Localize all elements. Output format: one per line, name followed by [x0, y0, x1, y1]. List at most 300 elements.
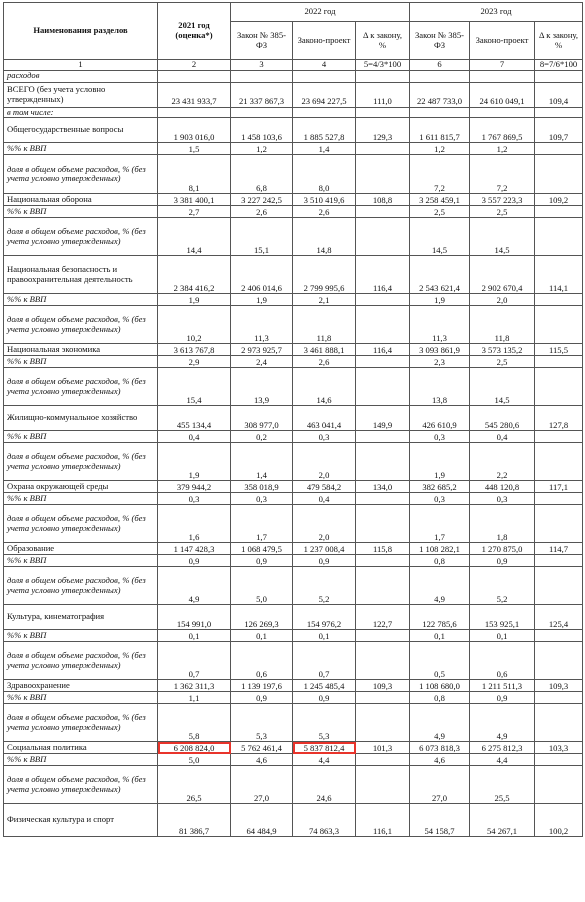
value-cell: 109,2: [535, 194, 583, 206]
value-cell: 2,0: [293, 505, 356, 543]
value-cell: [356, 692, 410, 704]
row-label: Физическая культура и спорт: [4, 804, 158, 837]
value-cell: 0,4: [293, 493, 356, 505]
value-cell: 116,4: [356, 344, 410, 356]
value-cell: [470, 107, 535, 118]
value-cell: 2,6: [293, 206, 356, 218]
value-cell: [535, 630, 583, 642]
value-cell: 1 108 282,1: [410, 543, 470, 555]
value-cell: 4,9: [410, 704, 470, 742]
column-number: 6: [410, 60, 470, 71]
column-number: 5=4/3*100: [356, 60, 410, 71]
value-cell: 115,5: [535, 344, 583, 356]
value-cell: 3 510 419,6: [293, 194, 356, 206]
value-cell: 2,1: [293, 294, 356, 306]
value-cell: 6,8: [231, 155, 293, 194]
row-label: Охрана окружающей среды: [4, 481, 158, 493]
value-cell: [158, 107, 231, 118]
value-cell: 6 073 818,3: [410, 742, 470, 754]
value-cell: 154 991,0: [158, 605, 231, 630]
row-label: доля в общем объеме расходов, % (без учета условно утвержденных): [4, 306, 158, 344]
detail-row: [4, 505, 583, 543]
header-section-names: Наименования разделов: [4, 3, 158, 60]
value-cell: 6 275 812,3: [470, 742, 535, 754]
value-cell: 54 158,7: [410, 804, 470, 837]
row-label: Национальная экономика: [4, 344, 158, 356]
value-cell: 81 386,7: [158, 804, 231, 837]
value-cell: 308 977,0: [231, 406, 293, 431]
value-cell: [356, 630, 410, 642]
detail-row: [4, 443, 583, 481]
value-cell: [231, 70, 293, 82]
value-cell: 2,3: [410, 356, 470, 368]
header-year-2022: 2022 год: [231, 3, 410, 22]
value-cell: 4,6: [231, 754, 293, 766]
row-label: Национальная безопасность и правоохранительная деятельность: [4, 256, 158, 294]
row-label: Общегосударственные вопросы: [4, 118, 158, 143]
value-cell: 3 573 135,2: [470, 344, 535, 356]
detail-row: [4, 766, 583, 804]
value-cell: [535, 567, 583, 605]
value-cell: 3 613 767,8: [158, 344, 231, 356]
value-cell: [356, 306, 410, 344]
value-cell: 24,6: [293, 766, 356, 804]
value-cell: 13,8: [410, 368, 470, 406]
value-cell: 0,9: [293, 555, 356, 567]
value-cell: 23 694 227,5: [293, 82, 356, 107]
value-cell: 11,3: [410, 306, 470, 344]
value-cell: 27,0: [231, 766, 293, 804]
value-cell: [356, 443, 410, 481]
value-cell: 117,1: [535, 481, 583, 493]
value-cell: 100,2: [535, 804, 583, 837]
column-number: 4: [293, 60, 356, 71]
column-numbers-row: [4, 60, 583, 71]
value-cell: 153 925,1: [470, 605, 535, 630]
value-cell: [356, 704, 410, 742]
section-row: [4, 481, 583, 493]
value-cell: 114,7: [535, 543, 583, 555]
value-cell: 2 973 925,7: [231, 344, 293, 356]
value-cell: 2,4: [231, 356, 293, 368]
value-cell: 11,8: [470, 306, 535, 344]
value-cell: 15,4: [158, 368, 231, 406]
row-label: доля в общем объеме расходов, % (без учета условно утвержденных): [4, 505, 158, 543]
value-cell: 1 270 875,0: [470, 543, 535, 555]
value-cell: 1 139 197,6: [231, 680, 293, 692]
value-cell: 149,9: [356, 406, 410, 431]
value-cell: [535, 294, 583, 306]
value-cell: 1 767 869,5: [470, 118, 535, 143]
value-cell: [356, 368, 410, 406]
value-cell: 1 611 815,7: [410, 118, 470, 143]
value-cell: 14,5: [410, 218, 470, 256]
value-cell: 4,4: [293, 754, 356, 766]
value-cell: [535, 704, 583, 742]
value-cell: [356, 493, 410, 505]
value-cell: [535, 70, 583, 82]
value-cell: 3 227 242,5: [231, 194, 293, 206]
detail-row: [4, 356, 583, 368]
value-cell: 0,7: [158, 642, 231, 680]
row-label: доля в общем объеме расходов, % (без учета условно утвержденных): [4, 368, 158, 406]
section-row: [4, 256, 583, 294]
value-cell: 7,2: [410, 155, 470, 194]
value-cell: [356, 431, 410, 443]
value-cell: [231, 107, 293, 118]
value-cell: 5,3: [293, 704, 356, 742]
detail-row: [4, 294, 583, 306]
value-cell: 1 211 511,3: [470, 680, 535, 692]
value-cell: 14,6: [293, 368, 356, 406]
value-cell: 103,3: [535, 742, 583, 754]
row-label: %% к ВВП: [4, 206, 158, 218]
row-label: %% к ВВП: [4, 692, 158, 704]
value-cell: 382 685,2: [410, 481, 470, 493]
value-cell: 1,2: [410, 143, 470, 155]
value-cell: 1 885 527,8: [293, 118, 356, 143]
value-cell: 14,5: [470, 368, 535, 406]
value-cell: 1 458 103,6: [231, 118, 293, 143]
value-cell: 125,4: [535, 605, 583, 630]
row-label: доля в общем объеме расходов, % (без учета условно утвержденных): [4, 443, 158, 481]
value-cell: 21 337 867,3: [231, 82, 293, 107]
value-cell: 2,0: [470, 294, 535, 306]
value-cell: 2,6: [293, 356, 356, 368]
value-cell: 15,1: [231, 218, 293, 256]
value-cell: 2 384 416,2: [158, 256, 231, 294]
detail-row: [4, 704, 583, 742]
value-cell: 4,9: [158, 567, 231, 605]
value-cell: 109,3: [535, 680, 583, 692]
detail-row: [4, 70, 583, 82]
value-cell: 14,5: [470, 218, 535, 256]
row-label: %% к ВВП: [4, 555, 158, 567]
value-cell: [535, 642, 583, 680]
value-cell: 1,9: [231, 294, 293, 306]
value-cell: 1,9: [158, 294, 231, 306]
value-cell: 1 108 680,0: [410, 680, 470, 692]
header-delta-2023: Δ к закону, %: [535, 22, 583, 60]
value-cell: 3 557 223,3: [470, 194, 535, 206]
value-cell: [535, 155, 583, 194]
value-cell: [356, 642, 410, 680]
value-cell: [356, 754, 410, 766]
value-cell: 0,6: [470, 642, 535, 680]
value-cell: 1,9: [410, 443, 470, 481]
value-cell: 2,5: [470, 356, 535, 368]
value-cell: [410, 70, 470, 82]
section-row: [4, 680, 583, 692]
value-cell: 0,3: [470, 493, 535, 505]
value-cell: [535, 306, 583, 344]
section-row: [4, 742, 583, 754]
row-label: %% к ВВП: [4, 493, 158, 505]
value-cell: [356, 356, 410, 368]
value-cell: 126 269,3: [231, 605, 293, 630]
value-cell: 1,2: [470, 143, 535, 155]
row-label: в том числе:: [4, 107, 158, 118]
value-cell: 0,1: [410, 630, 470, 642]
value-cell: 1,1: [158, 692, 231, 704]
detail-row: [4, 692, 583, 704]
value-cell: 64 484,9: [231, 804, 293, 837]
detail-row: [4, 107, 583, 118]
value-cell: 0,8: [410, 692, 470, 704]
value-cell: 54 267,1: [470, 804, 535, 837]
value-cell: 129,3: [356, 118, 410, 143]
budget-expenditure-table: [3, 2, 583, 837]
section-row: [4, 605, 583, 630]
column-number: 3: [231, 60, 293, 71]
detail-row: [4, 143, 583, 155]
value-cell: 127,8: [535, 406, 583, 431]
section-row: [4, 543, 583, 555]
detail-row: [4, 218, 583, 256]
value-cell: 74 863,3: [293, 804, 356, 837]
value-cell: 463 041,4: [293, 406, 356, 431]
value-cell: 109,7: [535, 118, 583, 143]
value-cell: 0,1: [158, 630, 231, 642]
value-cell: 0,3: [410, 493, 470, 505]
value-cell: 0,1: [470, 630, 535, 642]
value-cell: 0,2: [231, 431, 293, 443]
row-label: %% к ВВП: [4, 630, 158, 642]
value-cell: [470, 70, 535, 82]
value-cell: 0,6: [231, 642, 293, 680]
row-label: расходов: [4, 70, 158, 82]
value-cell: 0,9: [470, 555, 535, 567]
highlighted-value-cell: 5 837 812,4: [293, 742, 356, 754]
value-cell: 2,5: [410, 206, 470, 218]
detail-row: [4, 754, 583, 766]
value-cell: [535, 493, 583, 505]
value-cell: [535, 218, 583, 256]
value-cell: 0,9: [293, 692, 356, 704]
value-cell: [410, 107, 470, 118]
value-cell: 1,5: [158, 143, 231, 155]
value-cell: 2 799 995,6: [293, 256, 356, 294]
row-label: доля в общем объеме расходов, % (без учета условно утвержденных): [4, 218, 158, 256]
value-cell: 0,3: [293, 431, 356, 443]
value-cell: 0,3: [158, 493, 231, 505]
detail-row: [4, 493, 583, 505]
value-cell: 0,9: [231, 692, 293, 704]
value-cell: 0,3: [231, 493, 293, 505]
row-label: %% к ВВП: [4, 143, 158, 155]
section-row: [4, 118, 583, 143]
value-cell: 4,9: [410, 567, 470, 605]
value-cell: 3 461 888,1: [293, 344, 356, 356]
value-cell: 23 431 933,7: [158, 82, 231, 107]
value-cell: 1,9: [158, 443, 231, 481]
value-cell: 154 976,2: [293, 605, 356, 630]
column-number: 1: [4, 60, 158, 71]
value-cell: 122 785,6: [410, 605, 470, 630]
value-cell: 14,4: [158, 218, 231, 256]
detail-row: [4, 630, 583, 642]
value-cell: [356, 555, 410, 567]
value-cell: 1,8: [470, 505, 535, 543]
value-cell: 8,0: [293, 155, 356, 194]
value-cell: 4,6: [410, 754, 470, 766]
value-cell: 1,6: [158, 505, 231, 543]
value-cell: 27,0: [410, 766, 470, 804]
value-cell: 14,8: [293, 218, 356, 256]
value-cell: [356, 218, 410, 256]
value-cell: [356, 294, 410, 306]
value-cell: 11,8: [293, 306, 356, 344]
header-draft-2023: Законо-проект: [470, 22, 535, 60]
row-label: %% к ВВП: [4, 356, 158, 368]
value-cell: 5,0: [231, 567, 293, 605]
value-cell: [356, 505, 410, 543]
value-cell: [535, 555, 583, 567]
value-cell: [158, 70, 231, 82]
value-cell: 426 610,9: [410, 406, 470, 431]
value-cell: [535, 356, 583, 368]
value-cell: [356, 766, 410, 804]
value-cell: 5 762 461,4: [231, 742, 293, 754]
value-cell: [535, 107, 583, 118]
row-label: Здравоохранение: [4, 680, 158, 692]
row-label: %% к ВВП: [4, 754, 158, 766]
value-cell: 2 406 014,6: [231, 256, 293, 294]
value-cell: 0,4: [158, 431, 231, 443]
value-cell: [535, 766, 583, 804]
value-cell: 2,2: [470, 443, 535, 481]
value-cell: 109,3: [356, 680, 410, 692]
column-number: 8=7/6*100: [535, 60, 583, 71]
value-cell: 10,2: [158, 306, 231, 344]
row-label: доля в общем объеме расходов, % (без учета условно утвержденных): [4, 567, 158, 605]
value-cell: 4,9: [470, 704, 535, 742]
value-cell: 3 258 459,1: [410, 194, 470, 206]
value-cell: 11,3: [231, 306, 293, 344]
value-cell: [356, 143, 410, 155]
value-cell: 2,0: [293, 443, 356, 481]
value-cell: 358 018,9: [231, 481, 293, 493]
value-cell: 545 280,6: [470, 406, 535, 431]
value-cell: [356, 155, 410, 194]
value-cell: 0,7: [293, 642, 356, 680]
value-cell: [293, 70, 356, 82]
value-cell: [535, 443, 583, 481]
value-cell: 22 487 733,0: [410, 82, 470, 107]
highlighted-value-cell: 6 208 824,0: [158, 742, 231, 754]
row-label: Социальная политика: [4, 742, 158, 754]
detail-row: [4, 206, 583, 218]
value-cell: 7,2: [470, 155, 535, 194]
value-cell: 1,4: [231, 443, 293, 481]
column-number: 2: [158, 60, 231, 71]
header-year-2023: 2023 год: [410, 3, 583, 22]
header-delta-2022: Δ к закону, %: [356, 22, 410, 60]
value-cell: 0,9: [470, 692, 535, 704]
value-cell: 0,9: [231, 555, 293, 567]
row-label: Культура, кинематография: [4, 605, 158, 630]
value-cell: 111,0: [356, 82, 410, 107]
value-cell: 25,5: [470, 766, 535, 804]
row-label: доля в общем объеме расходов, % (без учета условно утвержденных): [4, 704, 158, 742]
column-number: 7: [470, 60, 535, 71]
value-cell: 122,7: [356, 605, 410, 630]
value-cell: 3 093 861,9: [410, 344, 470, 356]
value-cell: 379 944,2: [158, 481, 231, 493]
value-cell: 101,3: [356, 742, 410, 754]
value-cell: 5,2: [293, 567, 356, 605]
value-cell: [535, 505, 583, 543]
value-cell: [535, 431, 583, 443]
row-label: доля в общем объеме расходов, % (без учета условно утвержденных): [4, 155, 158, 194]
value-cell: 0,9: [158, 555, 231, 567]
value-cell: [535, 692, 583, 704]
value-cell: 1,7: [231, 505, 293, 543]
value-cell: 2,7: [158, 206, 231, 218]
value-cell: 108,8: [356, 194, 410, 206]
value-cell: 109,4: [535, 82, 583, 107]
value-cell: [293, 107, 356, 118]
value-cell: 24 610 049,1: [470, 82, 535, 107]
value-cell: 2,9: [158, 356, 231, 368]
value-cell: 1 362 311,3: [158, 680, 231, 692]
value-cell: 8,1: [158, 155, 231, 194]
detail-row: [4, 431, 583, 443]
value-cell: 2 543 621,4: [410, 256, 470, 294]
value-cell: 5,2: [470, 567, 535, 605]
value-cell: [535, 368, 583, 406]
value-cell: 2 902 670,4: [470, 256, 535, 294]
header-law-2022: Закон № 385-ФЗ: [231, 22, 293, 60]
value-cell: [535, 206, 583, 218]
value-cell: 1 237 008,4: [293, 543, 356, 555]
value-cell: [356, 567, 410, 605]
value-cell: 448 120,8: [470, 481, 535, 493]
value-cell: 1 068 479,5: [231, 543, 293, 555]
value-cell: 4,4: [470, 754, 535, 766]
value-cell: 1 245 485,4: [293, 680, 356, 692]
detail-row: [4, 567, 583, 605]
value-cell: 26,5: [158, 766, 231, 804]
value-cell: 5,0: [158, 754, 231, 766]
value-cell: 116,4: [356, 256, 410, 294]
value-cell: 2,6: [231, 206, 293, 218]
row-label: %% к ВВП: [4, 431, 158, 443]
value-cell: 3 381 400,1: [158, 194, 231, 206]
value-cell: 479 584,2: [293, 481, 356, 493]
value-cell: 116,1: [356, 804, 410, 837]
value-cell: [535, 143, 583, 155]
row-label: %% к ВВП: [4, 294, 158, 306]
value-cell: 0,1: [231, 630, 293, 642]
value-cell: 2,5: [470, 206, 535, 218]
value-cell: 115,8: [356, 543, 410, 555]
value-cell: 455 134,4: [158, 406, 231, 431]
value-cell: 114,1: [535, 256, 583, 294]
row-label: Жилищно-коммунальное хозяйство: [4, 406, 158, 431]
section-row: [4, 82, 583, 107]
section-row: [4, 194, 583, 206]
value-cell: [356, 70, 410, 82]
value-cell: 1,7: [410, 505, 470, 543]
value-cell: 0,3: [410, 431, 470, 443]
header-draft-2022: Законо-проект: [293, 22, 356, 60]
row-label: Образование: [4, 543, 158, 555]
value-cell: 1 903 016,0: [158, 118, 231, 143]
value-cell: 5,8: [158, 704, 231, 742]
value-cell: 13,9: [231, 368, 293, 406]
value-cell: 1,2: [231, 143, 293, 155]
